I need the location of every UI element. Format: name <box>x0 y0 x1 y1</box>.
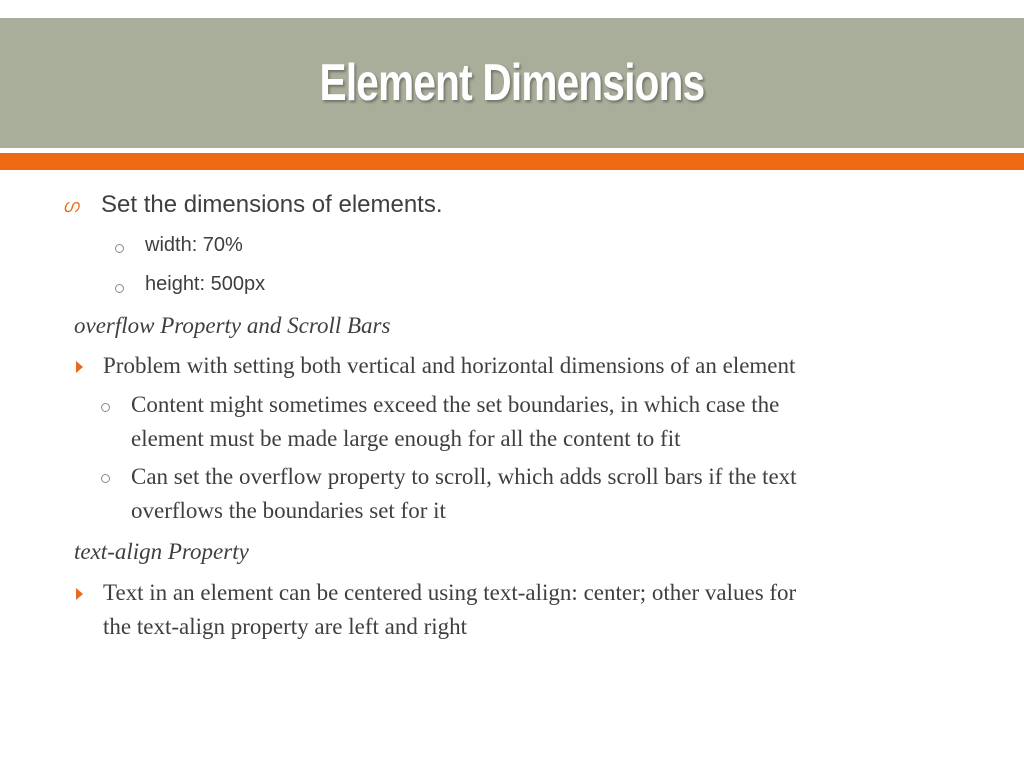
triangle-bullet-icon <box>76 361 83 373</box>
triangle-bullet-icon <box>76 588 83 600</box>
overflow-sub-1-line2: element must be made large enough for all the content to fit <box>131 426 681 451</box>
circle-bullet-icon <box>115 284 124 293</box>
textalign-point-line1: Text in an element can be centered using text-align: center; other values for <box>103 580 797 605</box>
dim-item-width: width: 70% <box>145 234 243 256</box>
overflow-sub-2-line2: overflows the boundaries set for it <box>131 498 446 523</box>
overflow-heading: overflow Property and Scroll Bars <box>74 313 391 338</box>
textalign-point-line2: the text-align property are left and right <box>103 614 468 639</box>
circle-bullet-icon <box>101 403 110 412</box>
circle-bullet-icon <box>101 474 110 483</box>
swirl-bullet-icon: ഗ <box>62 196 79 217</box>
lead-text: Set the dimensions of elements. <box>101 191 443 218</box>
overflow-point: Problem with setting both vertical and horizontal dimensions of an element <box>103 353 796 378</box>
dim-item-height: height: 500px <box>145 273 266 295</box>
overflow-sub-1-line1: Content might sometimes exceed the set boundaries, in which case the <box>131 392 780 417</box>
circle-bullet-icon <box>115 244 124 253</box>
textalign-heading: text-align Property <box>74 539 249 564</box>
slide-title: Element Dimensions <box>319 54 705 112</box>
overflow-sub-2-line1: Can set the overflow property to scroll, which adds scroll bars if the text <box>131 464 797 489</box>
